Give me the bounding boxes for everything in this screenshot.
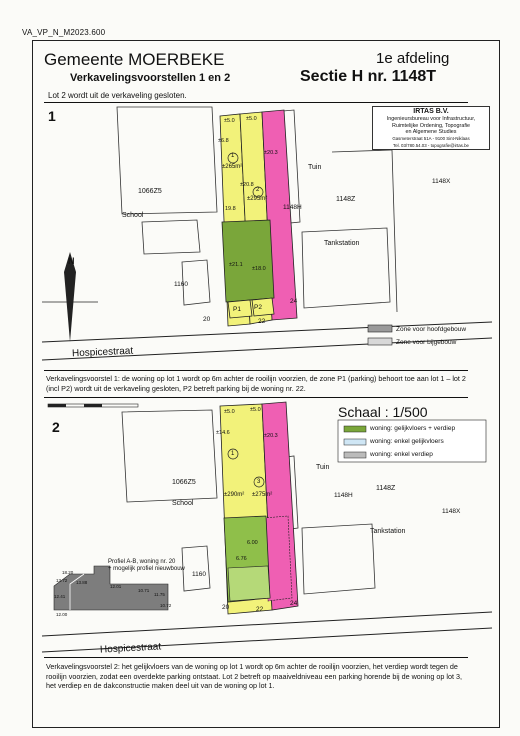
parcel-1148z: 1148Z [336, 196, 356, 203]
division-title: 1e afdeling [376, 50, 450, 67]
dim-18-0: ±18.0 [252, 266, 266, 272]
document-id: VA_VP_N_M2023.600 [22, 28, 106, 37]
tankstation-building [302, 524, 375, 594]
house-number-24: 24 [290, 298, 298, 305]
school-label-2: School [172, 500, 194, 507]
dim-width-lot3-2: ±5.0 [250, 407, 261, 413]
parcel-line [332, 150, 392, 152]
firm-address: Gasmeterstraat 51A - 9100 Sint-Niklaas [392, 136, 470, 142]
lot3-number-2: 3 [257, 479, 261, 485]
house-number-22: 22 [258, 318, 266, 325]
lot3-area-2: ±275m² [252, 492, 273, 498]
scale-label: Schaal : 1/500 [338, 404, 428, 420]
profile-caption [108, 559, 185, 573]
profile-caption-line2: + mogelijk profiel nieuwbouw [108, 566, 185, 572]
house-number-22-2: 22 [256, 606, 264, 613]
dim-21-1: ±21.1 [229, 262, 243, 268]
firm-line2: Ruimtelijke Ordening, Topografie [391, 122, 471, 129]
exclusion-note: Lot 2 wordt uit de verkaveling gesloten. [48, 91, 187, 100]
school-building [117, 107, 217, 214]
map1-caption-divider [44, 370, 468, 371]
parcel-1066z5-2: 1066Z5 [172, 479, 196, 486]
dim-6-76: 6.76 [236, 556, 247, 562]
firm-title-block [372, 106, 490, 150]
lot1-number-2: 1 [231, 451, 235, 457]
dim-width-lot1-2: ±5.0 [224, 409, 235, 415]
dim-14-6: ±14.6 [216, 430, 230, 436]
profile-height-8: 12.41 [54, 594, 66, 599]
subtitle: Verkavelingsvoorstellen 1 en 2 [70, 72, 231, 84]
scale-bar-segment [48, 404, 66, 407]
map2-description: Verkavelingsvoorstel 2: het gelijkvloers van de woning op lot 1 wordt op 6m achter de rooilijn voorzien, het verdiep wordt tegen de rooilijn voorzien, zodat een overdekte parking ontstaat. Lot 2 betreft op maaiveldniveau een parking horende bij de woning op lot 3, het verdiep en de dakconstructie maken deel uit van de woning op lot 1. [46, 662, 462, 691]
firm-line3: en Algemene Studies [405, 129, 457, 136]
profile-height-3: 13.72 [56, 578, 68, 583]
parking-p2-label: P2 [254, 304, 262, 311]
firm-contact: Tel. 03/780.54.03 - topografie@irtas.be [393, 142, 469, 148]
school-annex [142, 220, 200, 254]
firm-name: IRTAS B.V. [413, 108, 449, 115]
parking-p1-label: P1 [233, 306, 241, 313]
lot1-area: ±265m² [222, 164, 243, 170]
parcel-1148z-2: 1148Z [376, 485, 396, 492]
parcel-1160: 1160 [174, 281, 188, 288]
profile-height-9: 12.00 [56, 612, 68, 617]
firm-line1: Ingenieursbureau voor Infrastructuur, [386, 115, 476, 122]
parcel-1148x-2: 1148X [442, 508, 461, 515]
profile-height-7: 10.72 [160, 603, 172, 608]
legend-enkel-verdiep: woning: enkel verdiep [370, 451, 433, 458]
parcel-1148h-2: 1148H [334, 492, 353, 499]
legend-gelijkvloers-verdiep: woning: gelijkvloers + verdiep [370, 425, 456, 432]
dim-6-8: ±6.8 [218, 138, 229, 144]
street-edge-north [42, 612, 492, 636]
profile-height-6: 11.75 [154, 592, 165, 597]
tankstation-label: Tankstation [324, 240, 360, 247]
parcel-1148x: 1148X [432, 178, 451, 185]
parcel-1066z5: 1066Z5 [138, 188, 162, 195]
parcel-line [392, 150, 397, 312]
dim-6-00: 6.00 [247, 540, 258, 546]
profile-height-5: 10.71 [138, 588, 150, 593]
legend-bijgebouw: Zone voor bijgebouw [396, 339, 457, 346]
scale-bar-segment [84, 404, 102, 407]
map2-number: 2 [52, 419, 60, 435]
building-1160 [182, 546, 210, 591]
section-title: Sectie H nr. 1148T [300, 68, 437, 85]
dim-20-3-2: ±20.3 [264, 433, 278, 439]
map1-number: 1 [48, 108, 56, 124]
dim-width-lot1: ±5.0 [224, 118, 235, 124]
legend-swatch-enkel-verdiep [344, 452, 366, 458]
parcel-1148h: 1148H [283, 204, 302, 211]
tuin-label-2: Tuin [316, 464, 330, 471]
profile-height-1: 18.20 [62, 570, 74, 575]
north-label: N [68, 256, 75, 266]
dim-20-3: ±20.3 [264, 150, 278, 156]
profile-height-2: 13.88 [76, 580, 88, 585]
map1-description: Verkavelingsvoorstel 1: de woning op lot 1 wordt op 6m achter de rooilijn voorzien, de zone P1 (parking) behoort toe aan lot 1 – lot 2 (incl P2) wordt uit de verkaveling gesloten, P2 betreft parking bij de woning nr. 22. [46, 374, 466, 393]
street-name-2: Hospicestraat [99, 641, 162, 656]
house-number-20: 20 [203, 316, 211, 323]
main-building-zone [222, 220, 274, 302]
house-number-20-2: 20 [222, 604, 230, 611]
street-name-1: Hospicestraat [71, 345, 134, 360]
lot1-number: 1 [231, 153, 235, 159]
legend-swatch-gelijkvloers-verdiep [344, 426, 366, 432]
parcel-1160-2: 1160 [192, 571, 206, 578]
dim-19-8: 19.8 [225, 206, 236, 212]
dim-20-8: ±20.8 [240, 182, 254, 188]
legend-bijgebouw-swatch [368, 338, 392, 345]
profile-height-4: 12.01 [110, 584, 122, 589]
map2-caption-divider [44, 657, 468, 658]
covered-parking-zone [228, 566, 270, 601]
profile-caption-line1: Profiel A-B, woning nr. 20 [108, 559, 176, 565]
legend-swatch-enkel-gelijkvloers [344, 439, 366, 445]
school-label: School [122, 212, 144, 219]
dim-width-lot2: ±5.0 [246, 116, 257, 122]
house-number-24-2: 24 [290, 600, 298, 607]
legend-enkel-gelijkvloers: woning: enkel gelijkvloers [370, 438, 444, 445]
lot2-area: ±295m² [247, 196, 268, 202]
school-building [122, 410, 217, 502]
municipality-title: Gemeente MOERBEKE [44, 50, 225, 69]
lot2-number: 2 [256, 187, 260, 193]
tuin-label: Tuin [308, 164, 322, 171]
tankstation-label-2: Tankstation [370, 528, 406, 535]
lot1-area-2: ±290m² [224, 492, 245, 498]
legend-hoofdgebouw-swatch [368, 325, 392, 332]
legend-hoofdgebouw: Zone voor hoofdgebouw [396, 326, 467, 333]
